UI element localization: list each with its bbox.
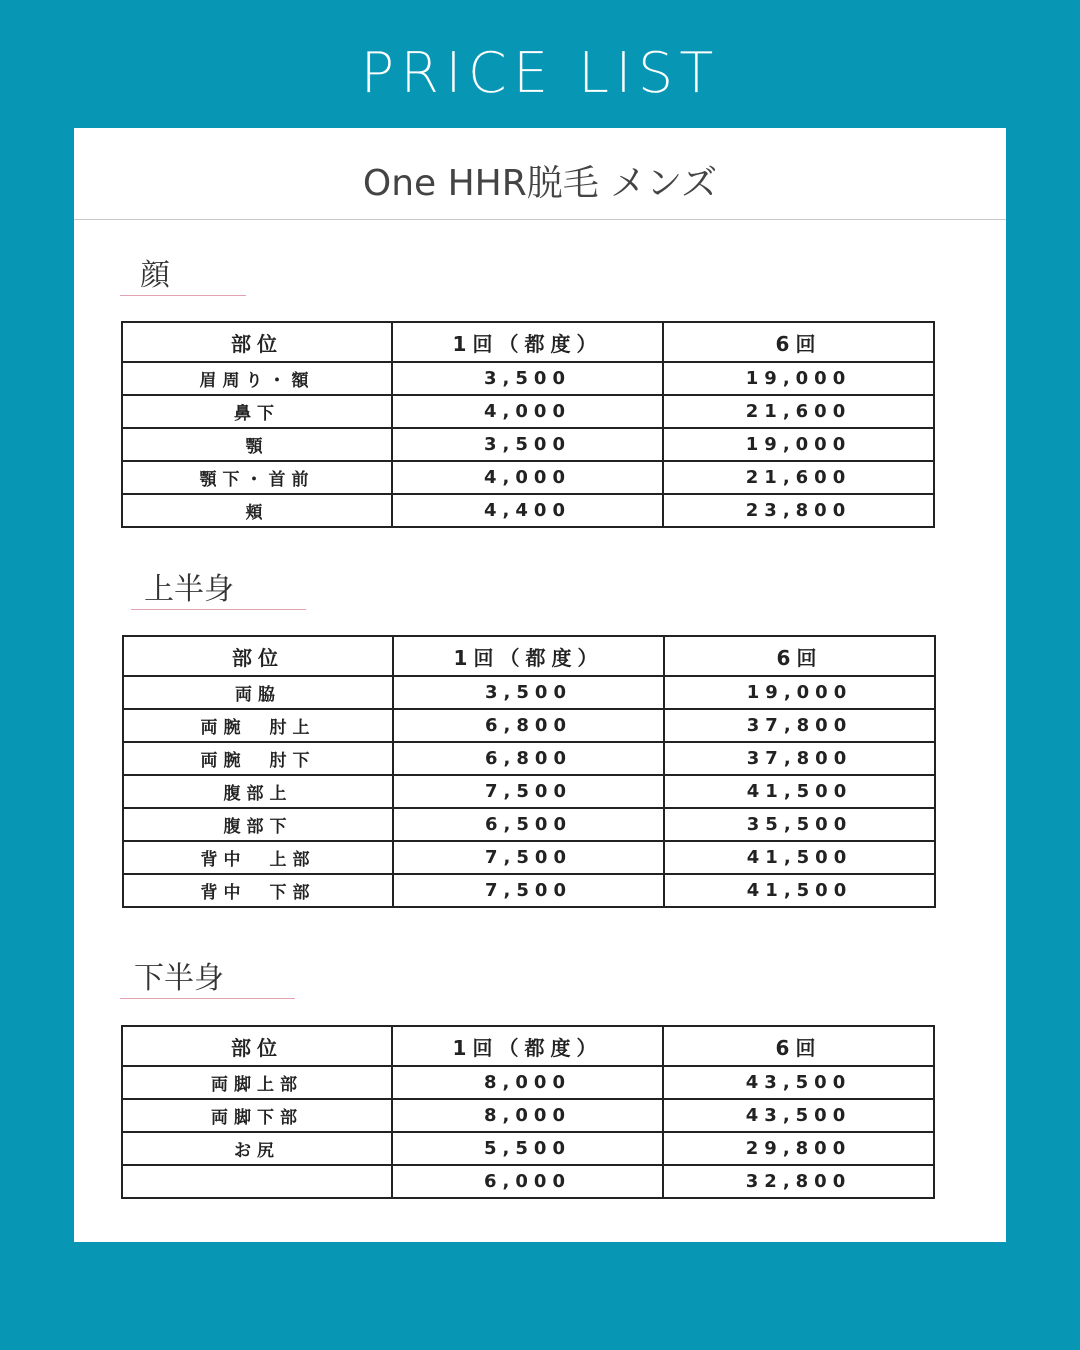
table-cell-six: 43,500	[663, 1099, 934, 1132]
table-cell-part: 背中 下部	[123, 874, 393, 907]
table-row	[122, 362, 934, 395]
table-cell-single: 7,500	[393, 841, 664, 874]
table-cell-six: 32,800	[663, 1165, 934, 1198]
column-header-part: 部位	[122, 1026, 392, 1066]
table-cell-single: 6,000	[392, 1165, 663, 1198]
section-heading-face: 顔	[140, 258, 170, 293]
table-cell-single: 6,800	[393, 742, 664, 775]
section-heading-lower-body: 下半身	[134, 961, 224, 996]
table-cell-six: 41,500	[664, 874, 935, 907]
table-cell-part: 両脚下部	[122, 1099, 392, 1132]
table-cell-six: 35,500	[664, 808, 935, 841]
table-cell-six: 23,800	[663, 494, 934, 527]
table-row	[123, 709, 935, 742]
table-cell-part: 顎	[122, 428, 392, 461]
table-row	[123, 808, 935, 841]
table-cell-part	[122, 1165, 392, 1198]
table-cell-single: 3,500	[393, 676, 664, 709]
table-cell-part: お尻	[122, 1132, 392, 1165]
price-card	[74, 128, 1006, 1242]
card-title: One HHR脱毛 メンズ	[362, 163, 718, 204]
table-row	[122, 494, 934, 527]
table-cell-six: 21,600	[663, 461, 934, 494]
table-cell-part: 両脚上部	[122, 1066, 392, 1099]
column-header-single: 1回（都度）	[392, 322, 663, 362]
table-cell-single: 4,400	[392, 494, 663, 527]
table-cell-six: 41,500	[664, 841, 935, 874]
column-header-six: 6回	[663, 1026, 934, 1066]
table-cell-part: 両腕 肘上	[123, 709, 393, 742]
table-row	[122, 461, 934, 494]
section-underline	[120, 295, 246, 296]
table-row	[122, 1165, 934, 1198]
table-row	[123, 841, 935, 874]
table-cell-part: 鼻下	[122, 395, 392, 428]
table-cell-six: 19,000	[663, 428, 934, 461]
table-row	[123, 742, 935, 775]
table-cell-single: 8,000	[392, 1099, 663, 1132]
price-table-lower-body	[121, 1025, 935, 1199]
table-cell-part: 両腕 肘下	[123, 742, 393, 775]
column-header-single: 1回（都度）	[392, 1026, 663, 1066]
table-cell-six: 41,500	[664, 775, 935, 808]
page-title: PRICE LIST	[360, 41, 720, 106]
table-cell-single: 4,000	[392, 461, 663, 494]
table-row	[123, 676, 935, 709]
table-cell-part: 頬	[122, 494, 392, 527]
section-underline	[120, 998, 295, 999]
table-cell-part: 腹部上	[123, 775, 393, 808]
table-cell-six: 19,000	[664, 676, 935, 709]
section-underline	[131, 609, 306, 610]
table-cell-single: 6,500	[393, 808, 664, 841]
table-cell-single: 4,000	[392, 395, 663, 428]
table-header-row	[123, 636, 935, 676]
table-header-row	[122, 322, 934, 362]
column-header-part: 部位	[123, 636, 393, 676]
table-cell-single: 6,800	[393, 709, 664, 742]
table-row	[123, 874, 935, 907]
table-row	[122, 395, 934, 428]
table-cell-six: 19,000	[663, 362, 934, 395]
table-row	[122, 428, 934, 461]
table-cell-single: 3,500	[392, 428, 663, 461]
table-cell-single: 8,000	[392, 1066, 663, 1099]
price-table-face	[121, 321, 935, 528]
table-cell-part: 眉周り・額	[122, 362, 392, 395]
table-cell-part: 顎下・首前	[122, 461, 392, 494]
table-cell-single: 7,500	[393, 775, 664, 808]
table-header-row	[122, 1026, 934, 1066]
column-header-six: 6回	[663, 322, 934, 362]
section-heading-upper-body: 上半身	[144, 572, 234, 607]
table-cell-single: 7,500	[393, 874, 664, 907]
table-row	[122, 1066, 934, 1099]
table-row	[122, 1132, 934, 1165]
table-cell-single: 3,500	[392, 362, 663, 395]
table-cell-six: 37,800	[664, 742, 935, 775]
table-cell-single: 5,500	[392, 1132, 663, 1165]
table-cell-part: 両脇	[123, 676, 393, 709]
table-row	[123, 775, 935, 808]
table-row	[122, 1099, 934, 1132]
price-table-upper-body	[122, 635, 936, 908]
table-cell-six: 29,800	[663, 1132, 934, 1165]
column-header-single: 1回（都度）	[393, 636, 664, 676]
table-cell-six: 21,600	[663, 395, 934, 428]
table-cell-part: 腹部下	[123, 808, 393, 841]
column-header-part: 部位	[122, 322, 392, 362]
table-cell-six: 37,800	[664, 709, 935, 742]
card-header	[74, 128, 1006, 220]
table-cell-part: 背中 上部	[123, 841, 393, 874]
table-cell-six: 43,500	[663, 1066, 934, 1099]
column-header-six: 6回	[664, 636, 935, 676]
